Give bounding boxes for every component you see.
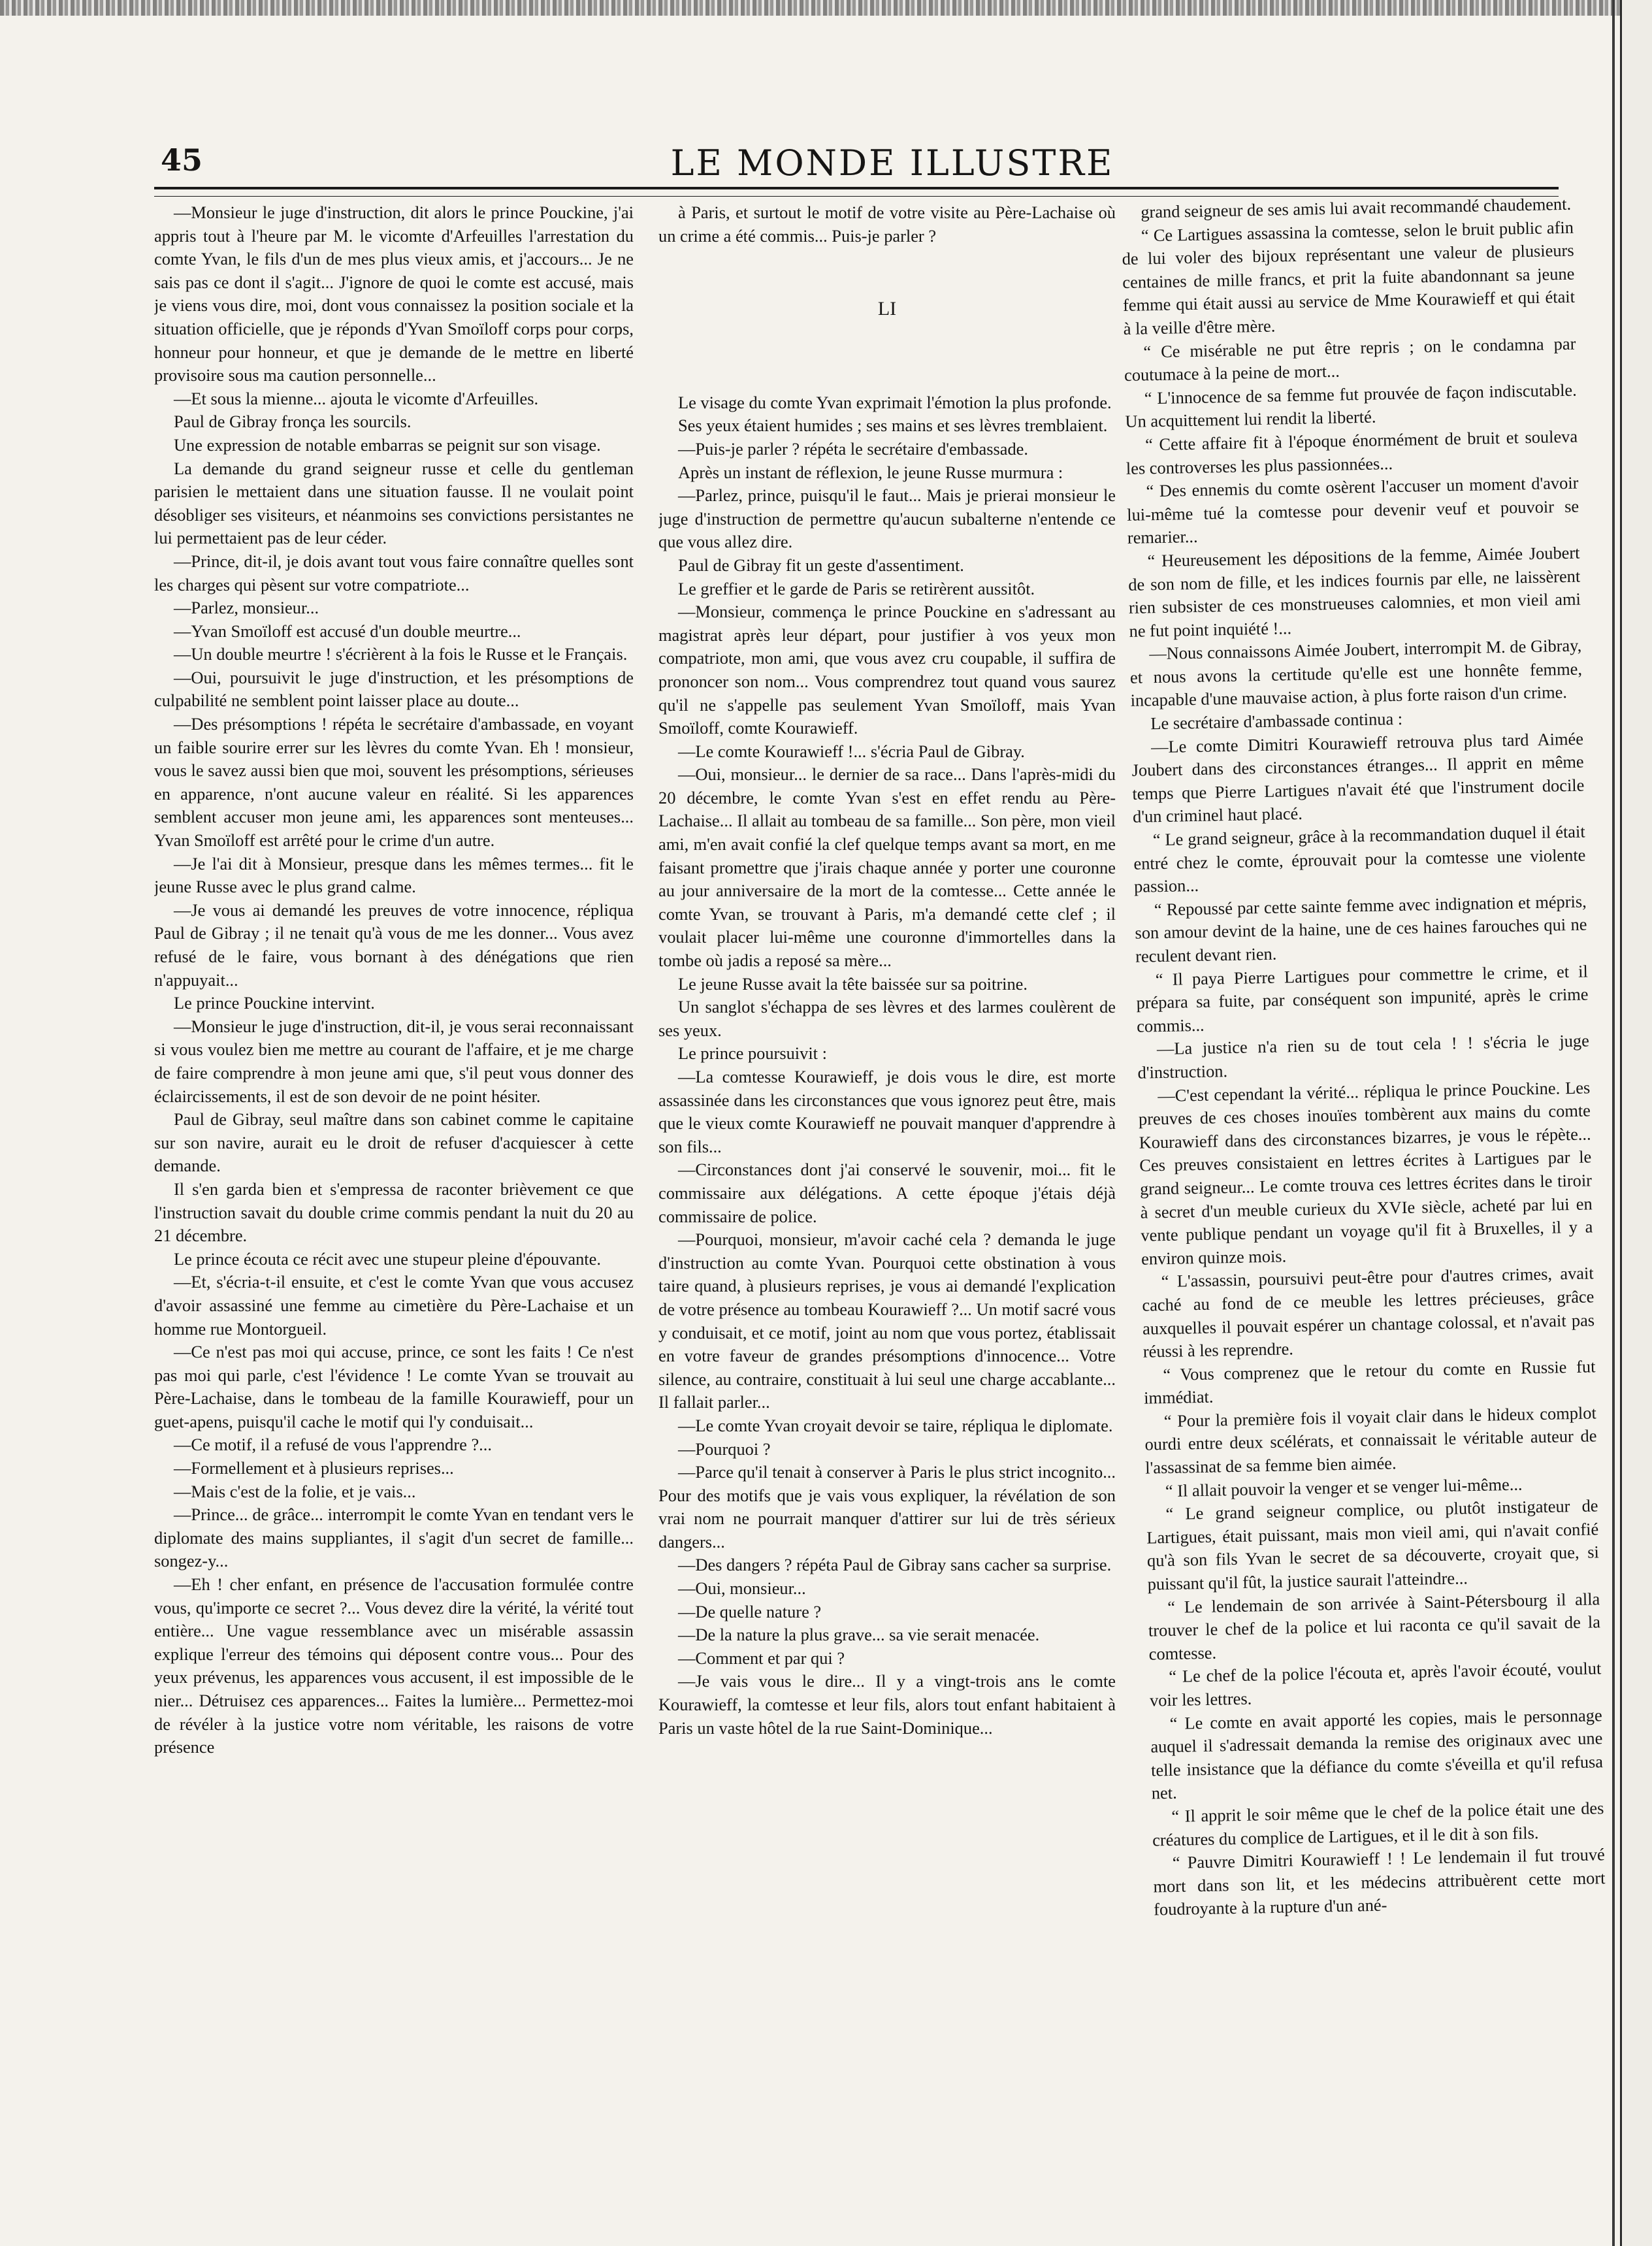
paragraph: —Monsieur le juge d'instruction, dit alors le prince Pouckine, j'ai appris tout à l'heure par M. le vicomte d'Arfeuilles l'arrestation du comte Yvan, le fils d'un de mes plus vieux amis, et j'accours... Je ne sais pas ce dont il s'agit... J'ignore de quoi le comte est accusé, mais je viens vous dire, moi, dont vous connaissez la position sociale et la situation officielle, que je réponds d'Yvan Smoïloff corps pour corps, honneur pour honneur, et que je demande de le mettre en liberté provisoire sous ma caution personnelle... xyxy=(154,203,634,385)
paragraph: “ Heureusement les dépositions de la femme, Aimée Joubert de son nom de fille, et les indices fournis par elle, ne laissèrent rien subsister de ces monstrueuses calomnies, et mon vieil ami ne fut point inquiété !... xyxy=(1127,542,1581,641)
paragraph: —Pourquoi ? xyxy=(678,1439,771,1459)
paragraph: —Des dangers ? répéta Paul de Gibray sans cacher sa surprise. xyxy=(678,1555,1112,1575)
paragraph: Ses yeux étaient humides ; ses mains et ses lèvres tremblaient. xyxy=(678,415,1108,436)
paragraph: —Oui, monsieur... xyxy=(678,1578,806,1599)
column-3 xyxy=(1121,193,1612,2220)
paragraph: Paul de Gibray fronça les sourcils. xyxy=(174,412,412,432)
paragraph: —Parce qu'il tenait à conserver à Paris le plus strict incognito... Pour des motifs que je vais vous expliquer, la révélation de son vrai nom ne pourrait manquer d'attirer sur lui de très sérieux dangers... xyxy=(658,1462,1116,1552)
paragraph: —Puis-je parler ? répéta le secrétaire d'embassade. xyxy=(678,438,1028,459)
chapter-heading: LI xyxy=(877,298,897,320)
paragraph: —Eh ! cher enfant, en présence de l'accusation formulée contre vous, qu'importe ce secret ?... Vous devez dire la vérité, la vérité tout entière... Une vague ressemblance avec un misérable assassin explique l'erreur des témoins qui déposent contre vous... Pour des yeux prévenus, les apparences vous accusent, il est impossible de le nier... Détruisez ces apparences... Faites la lumière... Permettez-moi de révéler à la justice votre nom véritable, les raisons de votre présence xyxy=(154,1574,634,1757)
paragraph: —Yvan Smoïloff est accusé d'un double meurtre... xyxy=(174,621,521,641)
paragraph: —Parlez, monsieur... xyxy=(174,598,319,618)
paragraph: —Et, s'écria-t-il ensuite, et c'est le comte Yvan que vous accusez d'avoir assassiné une femme au cimetière du Père-Lachaise et un homme rue Montorgueil. xyxy=(154,1272,634,1339)
paragraph: —La justice n'a rien su de tout cela ! ! s'écria le juge d'instruction. xyxy=(1137,1030,1590,1082)
paragraph: Paul de Gibray, seul maître dans son cabinet comme le capitaine sur son navire, aurait eu le droit de refuser d'acquiescer à cette demande. xyxy=(154,1109,634,1176)
paragraph: Après un instant de réflexion, le jeune Russe murmura : xyxy=(678,462,1063,482)
page-number: 45 xyxy=(161,142,203,178)
paragraph: —De quelle nature ? xyxy=(678,1601,822,1621)
paragraph: Le visage du comte Yvan exprimait l'émotion la plus profonde. xyxy=(678,392,1112,412)
paragraph: Le prince poursuivit : xyxy=(678,1043,827,1064)
paragraph: —Mais c'est de la folie, et je vais... xyxy=(174,1481,416,1501)
paragraph: —Ce motif, il a refusé de vous l'apprendre ?... xyxy=(174,1435,492,1455)
paragraph: —Prince... de grâce... interrompit le comte Yvan en tendant vers le diplomate des mains suppliantes, il s'agit d'un secret de famille... songez-y... xyxy=(154,1505,634,1571)
paragraph: —Circonstances dont j'ai conservé le souvenir, moi... fit le commissaire aux délégations. A cette époque j'étais déjà commissaire de police. xyxy=(658,1160,1116,1226)
paragraph: —La comtesse Kourawieff, je dois vous le dire, est morte assassinée dans les circonstances que vous ignorez peut être, mais que le vieux comte Kourawieff ne pouvait manquer d'apprendre à son fils... xyxy=(658,1067,1116,1156)
paragraph: “ Des ennemis du comte osèrent l'accuser un moment d'avoir lui-même tué la comtesse pour devenir veuf et pouvoir se remarier... xyxy=(1126,472,1579,548)
page-header xyxy=(154,142,1557,188)
masthead-title: LE MONDE ILLUSTRE xyxy=(670,142,1114,184)
paragraph: —Oui, poursuivit le juge d'instruction, et les présomptions de culpabilité ne semblent point laisser place au doute... xyxy=(154,667,634,711)
paragraph: —Pourquoi, monsieur, m'avoir caché cela ? demanda le juge d'instruction au comte Yvan. Pourquoi cette obstination à vous taire quand, à plusieurs reprises, je vous ai demandé l'explication de votre présence au tombeau Kourawieff ?... Un motif sacré vous y conduisait, et ce motif, joint au nom que vous portez, établissait en votre faveur de grandes présomptions d'innocence... Votre silence, au contraire, constituait à lui seul une charge accablante... Il fallait parler... xyxy=(658,1229,1116,1412)
torn-top-edge xyxy=(0,0,1652,16)
paragraph: —Je vais vous le dire... Il y a vingt-trois ans le comte Kourawieff, la comtesse et leur fils, alors tout enfant habitaient à Paris un vaste hôtel de la rue Saint-Dominique... xyxy=(658,1671,1116,1738)
paragraph: “ Repoussé par cette sainte femme avec indignation et mépris, son amour devint de la haine, une de ces haines farouches qui ne reculent devant rien. xyxy=(1135,891,1587,966)
paragraph: Paul de Gibray fit un geste d'assentiment. xyxy=(678,555,964,575)
paragraph: Le prince Pouckine intervint. xyxy=(174,993,375,1013)
paragraph: —Le comte Yvan croyait devoir se taire, répliqua le diplomate. xyxy=(678,1415,1113,1435)
paragraph: —Un double meurtre ! s'écrièrent à la fois le Russe et le Français. xyxy=(174,644,628,664)
paragraph: “ Vous comprenez que le retour du comte en Russie fut immédiat. xyxy=(1143,1356,1596,1408)
paragraph: grand seigneur de ses amis lui avait recommandé chaudement. xyxy=(1141,193,1572,222)
gutter-rule xyxy=(1612,0,1615,2246)
paragraph: —Formellement et à plusieurs reprises... xyxy=(174,1458,454,1478)
adjacent-page-edge xyxy=(1620,0,1652,2246)
paragraph: “ Il allait pouvoir la venger et se venger lui-même... xyxy=(1165,1474,1523,1501)
paragraph: —Ce n'est pas moi qui accuse, prince, ce sont les faits ! Ce n'est pas moi qui parle, c'est l'évidence ! Le comte Yvan se trouvait au Père-Lachaise, dans le tombeau de la famille Kourawieff, pour un guet-apens, puisqu'il cache le motif qui l'y conduisait... xyxy=(154,1342,634,1431)
paragraph: —De la nature la plus grave... sa vie serait menacée. xyxy=(678,1625,1040,1645)
paragraph: “ Le grand seigneur, grâce à la recommandation duquel il était entré chez le comte, éprouvait pour la comtesse une violente passion... xyxy=(1133,821,1586,897)
header-rule xyxy=(154,187,1559,197)
paragraph: “ Pauvre Dimitri Kourawieff ! ! Le lendemain il fut trouvé mort dans son lit, et les médecins attribuèrent cette mort foudroyante à la rupture d'un ané- xyxy=(1153,1844,1606,1919)
paragraph: “ Il paya Pierre Lartigues pour commettre le crime, et il prépara sa fuite, par conséquent son impunité, après le crime commis... xyxy=(1136,961,1589,1036)
paragraph: Il s'en garda bien et s'empressa de raconter brièvement ce que l'instruction savait du double crime commis pendant la nuit du 20 au 21 décembre. xyxy=(154,1179,634,1246)
paragraph: —Monsieur, commença le prince Pouckine en s'adressant au magistrat après leur départ, pour justifier à vos yeux mon compatriote, mon ami, que vous avez cru coupable, il suffira de prononcer son nom... Vous comprendrez tout quand vous saurez qu'il ne s'appelle pas seulement Yvan Smoïloff, mais Yvan Smoïloff, comte Kourawieff. xyxy=(658,602,1116,738)
paragraph: —Le comte Kourawieff !... s'écria Paul de Gibray. xyxy=(678,741,1025,761)
paragraph: “ Le chef de la police l'écouta et, après l'avoir écouté, voulut voir les lettres. xyxy=(1149,1658,1602,1710)
paragraph: —Je vous ai demandé les preuves de votre innocence, répliqua Paul de Gibray ; il ne tenait qu'à vous de me les donner... Vous avez refusé de le faire, vous bornant à des dénégations que rien n'appuyait... xyxy=(154,900,634,990)
column-1 xyxy=(154,201,634,2220)
paragraph: “ Pour la première fois il voyait clair dans le hideux complot ourdi entre deux scélérats, et connaissait le véritable auteur de l'assassinat de sa femme bien aimée. xyxy=(1144,1403,1597,1478)
paragraph: “ Le comte en avait apporté les copies, mais le personnage auquel il s'adressait demanda la remise des originaux avec une telle insistance que la défiance du comte s'éveilla et qu'il refusa net. xyxy=(1150,1704,1604,1803)
paragraph: Un sanglot s'échappa de ses lèvres et des larmes coulèrent de ses yeux. xyxy=(658,997,1116,1040)
paragraph: “ L'assassin, poursuivi peut-être pour d'autres crimes, avait caché au fond de ce meuble les lettres précieuses, grâce auxquelles il pouvait espérer un chantage colossal, et n'avait pas réussi à les reprendre. xyxy=(1142,1263,1595,1361)
paragraph: —Prince, dit-il, je dois avant tout vous faire connaître quelles sont les charges qui pèsent sur votre compatriote... xyxy=(154,551,634,594)
paragraph: “ L'innocence de sa femme fut prouvée de façon indiscutable. Un acquittement lui rendit la liberté. xyxy=(1125,380,1577,432)
paragraph: Le secrétaire d'ambassade continua : xyxy=(1150,708,1403,734)
paragraph: La demande du grand seigneur russe et celle du gentleman parisien le mettaient dans une situation fausse. Il ne voulait point désobliger ses visiteurs, et néanmoins ses convictions persistantes ne lui permettaient pas de leur céder. xyxy=(154,458,634,548)
paragraph: —Monsieur le juge d'instruction, dit-il, je vous serai reconnaissant si vous voulez bien me mettre au courant de l'affaire, et je me charge de faire comprendre à mon jeune ami que, s'il peut vous donner des éclaircissements, il est de son devoir de ne point hésiter. xyxy=(154,1016,634,1106)
paragraph: —Je l'ai dit à Monsieur, presque dans les mêmes termes... fit le jeune Russe avec le plus grand calme. xyxy=(154,853,634,897)
paragraph: —Parlez, prince, puisqu'il le faut... Mais je prierai monsieur le juge d'instruction de permettre qu'aucun subalterne n'entende ce que vous allez dire. xyxy=(658,485,1116,552)
paragraph: —Des présomptions ! répéta le secrétaire d'ambassade, en voyant un faible sourire errer sur les lèvres du comte Yvan. Eh ! monsieur, vous le savez aussi bien que moi, souvent les présomptions, sérieuses en apparence, n'ont aucune valeur en réalité. Si les apparences semblent accuser mon jeune ami, les apparences sont menteuses... Yvan Smoïloff est arrêté pour le crime d'un autre. xyxy=(154,714,634,851)
paragraph: —C'est cependant la vérité... répliqua le prince Pouckine. Les preuves de ces choses inouïes tombèrent aux mains du comte Kourawieff dans des circonstances bizarres, je vous le répète... Ces preuves consistaient en lettres écrites à Lartigues par le grand seigneur... Le comte trouva ces lettres écrites dans le tiroir à secret d'un meuble curieux du XVIe siècle, acheté par lui en vente publique pendant un voyage qu'il fit à Bruxelles, il y a environ quinze mois. xyxy=(1138,1077,1593,1269)
paragraph: Une expression de notable embarras se peignit sur son visage. xyxy=(174,434,601,455)
paragraph: “ Ce Lartigues assassina la comtesse, selon le bruit public afin de lui voler des bijoux représentant une valeur de plusieurs centaines de mille francs, et prit la fuite abandonnant sa jeune femme qui était aussi au service de Mme Kourawieff et qui était à la veille d'être mère. xyxy=(1122,217,1576,338)
paragraph: “ Cette affaire fit à l'époque énormément de bruit et souleva les controverses les plus passionnées... xyxy=(1126,426,1578,478)
paragraph: “ Le lendemain de son arrivée à Saint-Pétersbourg il alla trouver le chef de la police et lui raconta ce qu'il savait de la comtesse. xyxy=(1148,1588,1601,1664)
paragraph: Le prince écouta ce récit avec une stupeur pleine d'épouvante. xyxy=(174,1248,601,1269)
paragraph: —Oui, monsieur... le dernier de sa race... Dans l'après-midi du 20 décembre, le comte Yvan s'est en effet rendu au Père-Lachaise... Il allait au tombeau de sa famille... Son père, mon vieil ami, m'en avait confié la clef quelque temps avant sa mort, en me faisant promettre que j'irais chaque année y porter une couronne au jour anniversaire de la mort de la comtesse... Cette année le comte Yvan, se trouvant à Paris, m'a demandé cette clef ; il voulait placer lui-même une couronne d'immortelles dans la tombe où jadis a reposé sa mère... xyxy=(658,764,1116,971)
paragraph: Le jeune Russe avait la tête baissée sur sa poitrine. xyxy=(678,973,1028,994)
paragraph: Le greffier et le garde de Paris se retirèrent aussitôt. xyxy=(678,578,1035,598)
paragraph: à Paris, et surtout le motif de votre visite au Père-Lachaise où un crime a été commis... Puis-je parler ? xyxy=(658,203,1116,246)
paragraph: —Le comte Dimitri Kourawieff retrouva plus tard Aimée Joubert dans des circonstances étranges... Il apprit en même temps que Pierre Lartigues n'avait été que l'instrument docile d'un criminel haut placé. xyxy=(1131,728,1585,827)
paragraph: —Nous connaissons Aimée Joubert, interrompit M. de Gibray, et nous avons la certitude qu'elle est une honnête femme, incapable d'une mauvaise action, à plus forte raison d'un crime. xyxy=(1129,635,1583,711)
paragraph: “ Il apprit le soir même que le chef de la police était une des créatures du complice de Lartigues, et il le dit à son fils. xyxy=(1152,1798,1604,1850)
paragraph: “ Ce misérable ne put être repris ; on le condamna par coutumace à la peine de mort... xyxy=(1124,333,1576,385)
paragraph: —Et sous la mienne... ajouta le vicomte d'Arfeuilles. xyxy=(174,388,539,408)
column-2 xyxy=(658,201,1116,2220)
paragraph: —Comment et par qui ? xyxy=(678,1648,845,1668)
paragraph: “ Le grand seigneur complice, ou plutôt instigateur de Lartigues, était puissant, mais mon vieil ami, qui n'avait confié qu'à son fils Yvan le secret de sa découverte, croyait que, si puissant qu'il fût, la justice saurait l'atteindre... xyxy=(1146,1495,1600,1594)
